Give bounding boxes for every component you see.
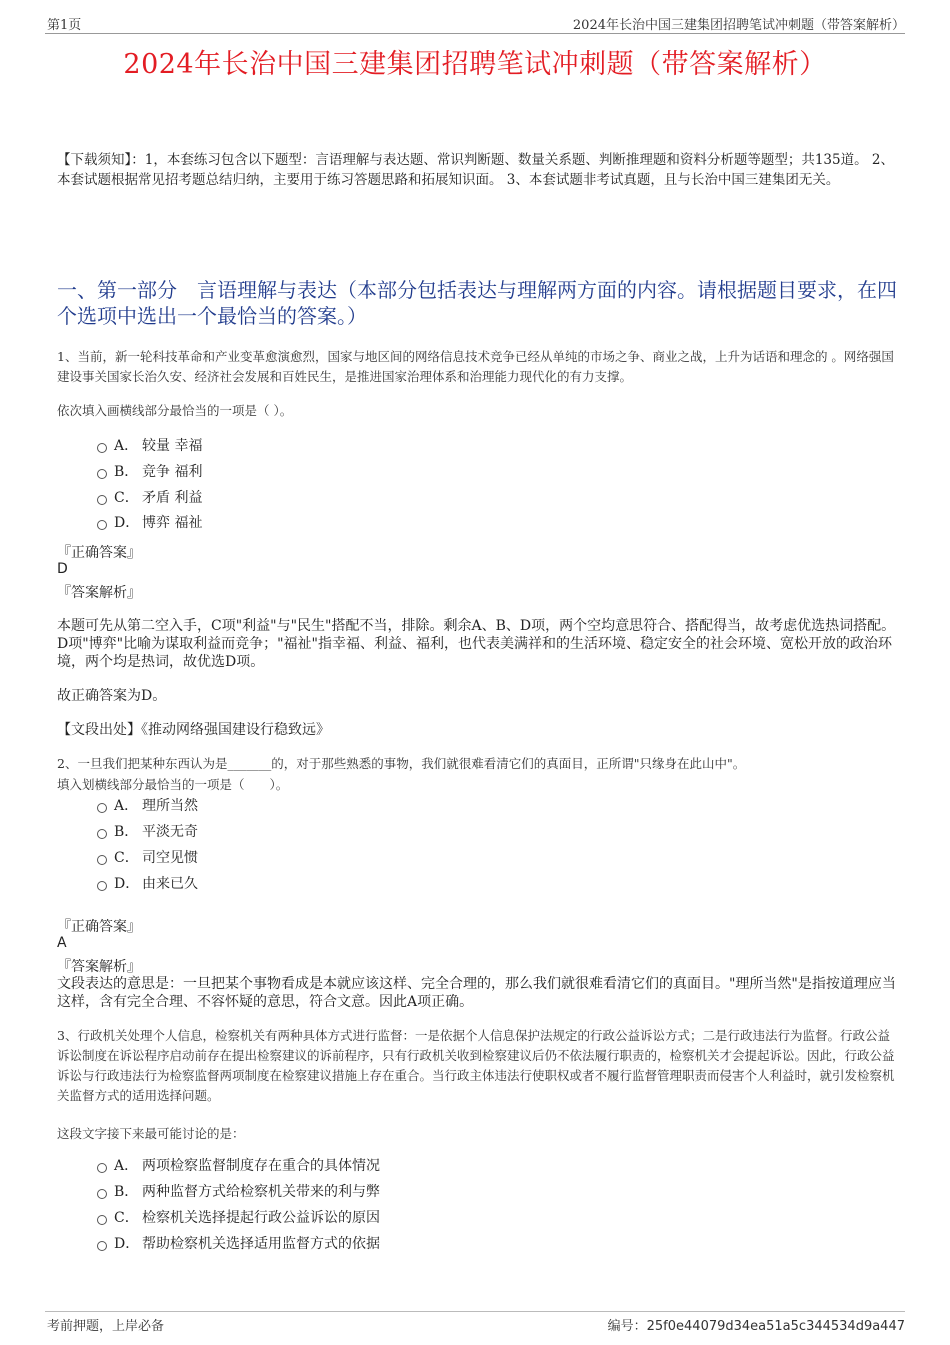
radio-icon[interactable]: [97, 1241, 107, 1251]
option-text: 理所当然: [142, 798, 198, 814]
radio-icon[interactable]: [97, 520, 107, 530]
document-code: [608, 1315, 905, 1334]
radio-icon[interactable]: [97, 495, 107, 505]
footer-slogan: 考前押题，上岸必备: [47, 1319, 165, 1334]
radio-icon[interactable]: [97, 1215, 107, 1225]
option-text: 平淡无奇: [142, 824, 198, 840]
question-3-option-a[interactable]: [97, 1156, 380, 1176]
option-letter: C．: [114, 850, 139, 866]
question-2-analysis-label: 『答案解析』: [57, 959, 141, 975]
page-number: 第1页: [47, 18, 82, 33]
radio-icon[interactable]: [97, 855, 107, 865]
option-letter: D．: [114, 1236, 140, 1252]
footer-divider: [45, 1311, 905, 1312]
question-2-answer: A: [57, 935, 67, 951]
option-letter: B．: [114, 1184, 139, 1200]
question-1-analysis-label: 『答案解析』: [57, 585, 141, 601]
option-letter: D．: [114, 876, 140, 892]
question-3-stem: 3、行政机关处理个人信息，检察机关有两种具体方式进行监督：一是依据个人信息保护法规定的行政公益诉讼方式；二是行政违法行为监督。行政公益诉讼制度在诉讼程序启动前存在提出检察建议的诉前程序，只有行政机关收到检察建议后仍不依法履行职责的，检察机关才会提起诉讼。因此，行政公益诉讼与行政违法行为检察监督两项制度在检察建议措施上存在重合。当行政主体违法行使职权或者不履行监督管理职责而侵害个人利益时，就引发检察机关监督方式的适用选择问题。: [57, 1028, 895, 1103]
radio-icon[interactable]: [97, 1163, 107, 1173]
option-letter: A．: [114, 438, 139, 454]
radio-icon[interactable]: [97, 803, 107, 813]
question-1-analysis: 本题可先从第二空入手，C项"利益"与"民生"搭配不当，排除。剩余A、B、D项，两个空均意思符合、搭配得当，故考虑优选热词搭配。D项"博弈"比喻为谋取利益而竞争；"福祉"指幸福、利益、福利，也代表美满祥和的生活环境、稳定安全的社会环境、宽松开放的政治环境，两个均是热词，故优选D项。: [57, 618, 896, 670]
header-doc-title: 2024年长治中国三建集团招聘笔试冲刺题（带答案解析）: [572, 18, 905, 33]
question-3-prompt: 这段文字接下来最可能讨论的是：: [57, 1126, 245, 1141]
radio-icon[interactable]: [97, 443, 107, 453]
option-text: 较量 幸福: [142, 438, 203, 454]
question-2-option-b[interactable]: [97, 822, 198, 842]
radio-icon[interactable]: [97, 1189, 107, 1199]
question-1-prompt: 依次填入画横线部分最恰当的一项是（ ）。: [57, 403, 293, 418]
question-3-option-d[interactable]: [97, 1234, 380, 1254]
option-letter: A．: [114, 798, 139, 814]
question-2-option-c[interactable]: [97, 848, 198, 868]
question-2-option-d[interactable]: [97, 874, 198, 894]
radio-icon[interactable]: [97, 829, 107, 839]
option-letter: B．: [114, 464, 139, 480]
question-1-option-d[interactable]: [97, 513, 202, 533]
option-text: 两项检察监督制度存在重合的具体情况: [142, 1158, 380, 1174]
document-code-label: 编号：: [607, 1319, 647, 1334]
question-1-stem: 1、当前，新一轮科技革命和产业变革愈演愈烈，国家与地区间的网络信息技术竞争已经从单纯的市场之争、商业之战，上升为话语和理念的 。网络强国建设事关国家长治久安、经济社会发展和百姓民生，是推进国家治理体系和治理能力现代化的有力支撑。: [57, 349, 894, 384]
option-text: 矛盾 利益: [142, 490, 203, 506]
section-heading: 一、第一部分 言语理解与表达（本部分包括表达与理解两方面的内容。请根据题目要求，在四个选项中选出一个最恰当的答案。）: [57, 278, 897, 328]
question-1-answer: D: [57, 561, 68, 577]
radio-icon[interactable]: [97, 881, 107, 891]
page-title: 2024年长治中国三建集团招聘笔试冲刺题（带答案解析）: [123, 49, 827, 80]
option-text: 竞争 福利: [142, 464, 203, 480]
question-1-option-c[interactable]: [97, 488, 202, 508]
download-notice: 【下载须知】：1，本套练习包含以下题型：言语理解与表达题、常识判断题、数量关系题、判断推理题和资料分析题等题型；共135道。 2、本套试题根据常见招考题总结归纳，主要用于练习答题思路和拓展知识面。 3、本套试题非考试真题，且与长治中国三建集团无关。: [57, 152, 894, 188]
question-2-option-a[interactable]: [97, 796, 198, 816]
question-2-answer-label: 『正确答案』: [57, 919, 141, 935]
question-1-answer-label: 『正确答案』: [57, 545, 141, 561]
question-1-conclusion: 故正确答案为D。: [57, 688, 167, 704]
question-1-source: 【文段出处】《推动网络强国建设行稳致远》: [57, 722, 330, 738]
question-1-option-a[interactable]: [97, 436, 202, 456]
question-3-option-b[interactable]: [97, 1182, 380, 1202]
question-2-prompt: 填入划横线部分最恰当的一项是（ ）。: [57, 777, 289, 792]
question-1-option-b[interactable]: [97, 462, 202, 482]
option-letter: B．: [114, 824, 139, 840]
radio-icon[interactable]: [97, 469, 107, 479]
option-letter: C．: [114, 490, 139, 506]
option-text: 帮助检察机关选择适用监督方式的依据: [142, 1236, 380, 1252]
header-divider: [45, 33, 905, 34]
option-letter: D．: [114, 515, 140, 531]
option-text: 司空见惯: [142, 850, 198, 866]
option-text: 博弈 福祉: [142, 515, 203, 531]
option-letter: C．: [114, 1210, 139, 1226]
option-letter: A．: [114, 1158, 139, 1174]
option-text: 检察机关选择提起行政公益诉讼的原因: [142, 1210, 380, 1226]
option-text: 由来已久: [142, 876, 198, 892]
question-3-option-c[interactable]: [97, 1208, 380, 1228]
question-2-stem: 2、一旦我们把某种东西认为是_______的，对于那些熟悉的事物，我们就很难看清它们的真面目，正所谓"只缘身在此山中"。: [57, 756, 746, 771]
option-text: 两种监督方式给检察机关带来的利与弊: [142, 1184, 380, 1200]
question-2-analysis: 文段表达的意思是：一旦把某个事物看成是本就应该这样、完全合理的，那么我们就很难看清它们的真面目。"理所当然"是指按道理应当这样，含有完全合理、不容怀疑的意思，符合文意。因此A项正确。: [57, 976, 896, 1010]
document-code-value: 25f0e44079d34ea51a5c344534d9a447: [646, 1319, 905, 1334]
